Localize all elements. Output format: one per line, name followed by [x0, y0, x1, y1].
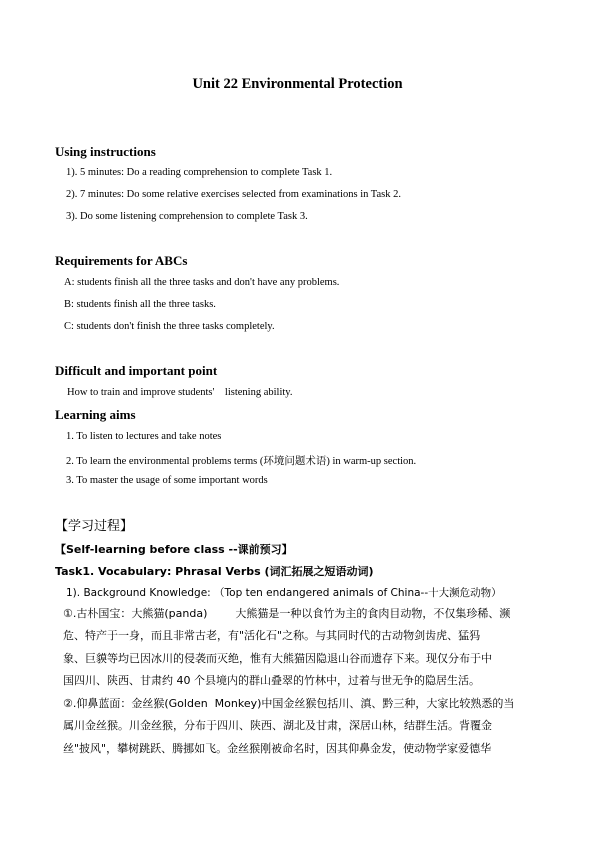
learning-aims-heading: Learning aims	[55, 407, 136, 422]
learning-process-heading: 【学习过程】	[55, 519, 134, 534]
background-knowledge: 1). Background Knowledge: （Top ten endangered animals of China--十大濒危动物）	[66, 587, 502, 599]
requirement-c: C: students don't finish the three tasks completely.	[64, 321, 275, 332]
difficult-point-heading: Difficult and important point	[55, 363, 218, 378]
using-instructions-heading: Using instructions	[55, 144, 156, 159]
difficult-point-text: How to train and improve students' listening ability.	[67, 387, 293, 398]
requirements-heading: Requirements for ABCs	[55, 253, 188, 268]
requirement-b: B: students finish all the three tasks.	[64, 299, 216, 310]
panda-paragraph	[63, 603, 553, 693]
monkey-line: 属川金丝猴。川金丝猴，分布于四川、陕西、湖北及甘肃，深居山林，结群生活。背覆金	[63, 719, 492, 733]
using-item-1: 1). 5 minutes: Do a reading comprehension to complete Task 1.	[66, 167, 333, 178]
panda-line: 危、特产于一身，而且非常古老，有"活化石"之称。与其同时代的古动物剑齿虎、猛犸	[63, 629, 481, 643]
task1-heading: Task1. Vocabulary: Phrasal Verbs (词汇拓展之短语动词)	[55, 565, 374, 578]
panda-line: 国四川、陕西、甘肃约 40 个县境内的群山叠翠的竹林中，过着与世无争的隐居生活。	[63, 674, 480, 688]
self-learning-heading: 【Self-learning before class --课前预习】	[55, 543, 293, 556]
aim-item-1: 1. To listen to lectures and take notes	[66, 431, 222, 442]
page-title: Unit 22 Environmental Protection	[192, 76, 403, 92]
monkey-line: ②.仰鼻蓝面：金丝猴(Golden Monkey)中国金丝猴包括川、滇、黔三种，大家比较熟悉的当	[63, 697, 515, 710]
aim-item-3: 3. To master the usage of some important words	[66, 475, 268, 486]
aim-item-2: 2. To learn the environmental problems terms (环境问题术语) in warm-up section.	[66, 456, 417, 467]
panda-line: 象、巨貘等均已因冰川的侵袭而灭绝，惟有大熊猫因隐退山谷而遗存下来。现仅分布于中	[63, 651, 492, 665]
golden-monkey-paragraph	[63, 693, 553, 760]
using-item-3: 3). Do some listening comprehension to complete Task 3.	[66, 211, 308, 222]
using-item-2: 2). 7 minutes: Do some relative exercises selected from examinations in Task 2.	[66, 189, 401, 200]
requirement-a: A: students finish all the three tasks and don't have any problems.	[64, 277, 340, 288]
panda-line: ①.古朴国宝：大熊猫(panda) 大熊猫是一种以食竹为主的食肉目动物，不仅集珍稀、濒	[63, 607, 511, 620]
monkey-line: 丝"披风"，攀树跳跃、腾挪如飞。金丝猴刚被命名时，因其仰鼻金发，使动物学家爱德华	[63, 741, 492, 755]
